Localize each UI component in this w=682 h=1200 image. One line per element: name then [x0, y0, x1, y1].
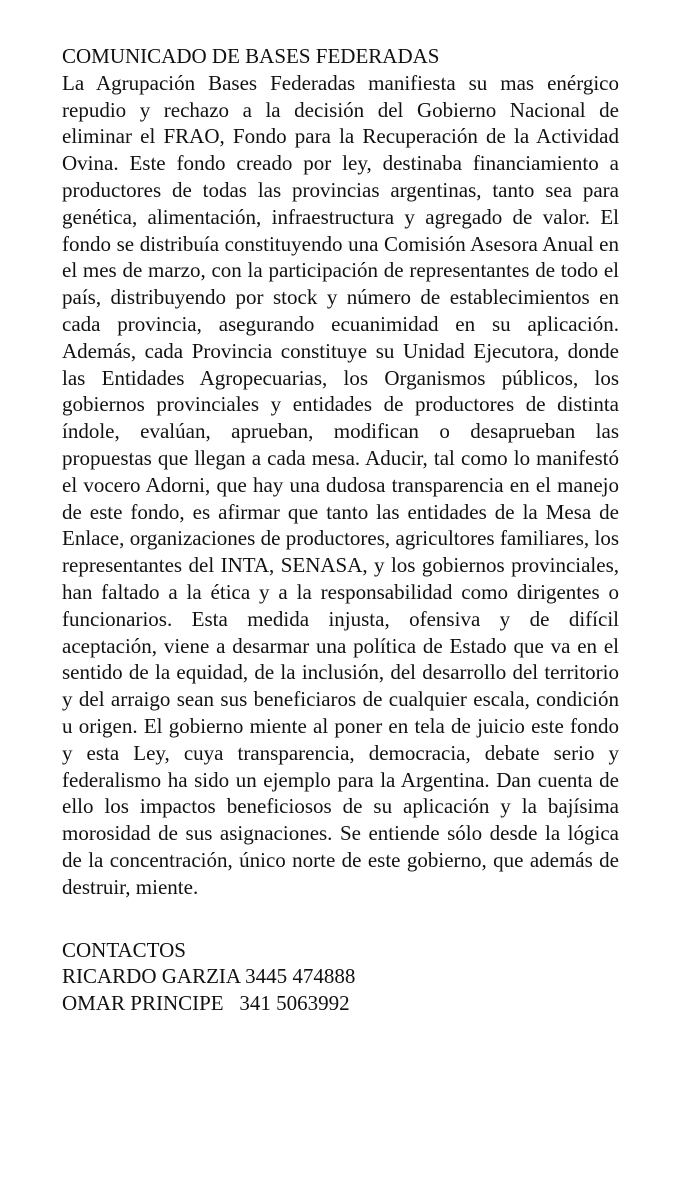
contact-entry-omar-principe: OMAR PRINCIPE 341 5063992 — [62, 991, 350, 1016]
contacts-section — [62, 937, 619, 1017]
document-title: COMUNICADO DE BASES FEDERADAS — [62, 44, 440, 68]
contacts-heading: CONTACTOS — [62, 937, 186, 962]
document-body: La Agrupación Bases Federadas manifiesta su mas enérgico repudio y rechazo a la decisión del Gobierno Nacional de eliminar el FRAO, Fondo para la Recuperación de la Actividad Ovina. Este fondo creado por ley, destinaba financiamiento a productores de todas las provincias argentinas, tanto sea para genética, alimentación, infraestructura y agregado de valor. El fondo se distribuía constituyendo una Comisión Asesora Anual en el mes de marzo, con la participación de representantes de todo el país, distribuyendo por stock y número de establecimientos en cada provincia, asegurando ecuanimidad en su aplicación. Además, cada Provincia constituye su Unidad Ejecutora, donde las Entidades Agropecuarias, los Organismos públicos, los gobiernos provinciales y entidades de productores de distinta índole, evalúan, aprueban, modifican o desaprueban las propuestas que llegan a cada mesa. Aducir, tal como lo manifestó el vocero Adorni, que hay una dudosa transparencia en el manejo de este fondo, es afirmar que tanto las entidades de la Mesa de Enlace, organizaciones de productores, agricultores familiares, los representantes del INTA, SENASA, y los gobiernos provinciales, han faltado a la ética y a la responsabilidad como dirigentes o funcionarios. Esta medida injusta, ofensiva y de difícil aceptación, viene a desarmar una política de Estado que va en el sentido de la equidad, de la inclusión, del desarrollo del territorio y del arraigo sean sus beneficiaros de cualquier escala, condición u origen. El gobierno miente al poner en tela de juicio este fondo y esta Ley, cuya transparencia, democracia, debate serio y federalismo ha sido un ejemplo para la Argentina. Dan cuenta de ello los impactos beneficiosos de su aplicación y la bajísima morosidad de sus asignaciones. Se entiende sólo desde la lógica de la concentración, único norte de este gobierno, que además de destruir, miente. — [62, 70, 619, 899]
document-page — [62, 43, 619, 1017]
contact-entry-ricardo-garzia: RICARDO GARZIA 3445 474888 — [62, 964, 356, 989]
